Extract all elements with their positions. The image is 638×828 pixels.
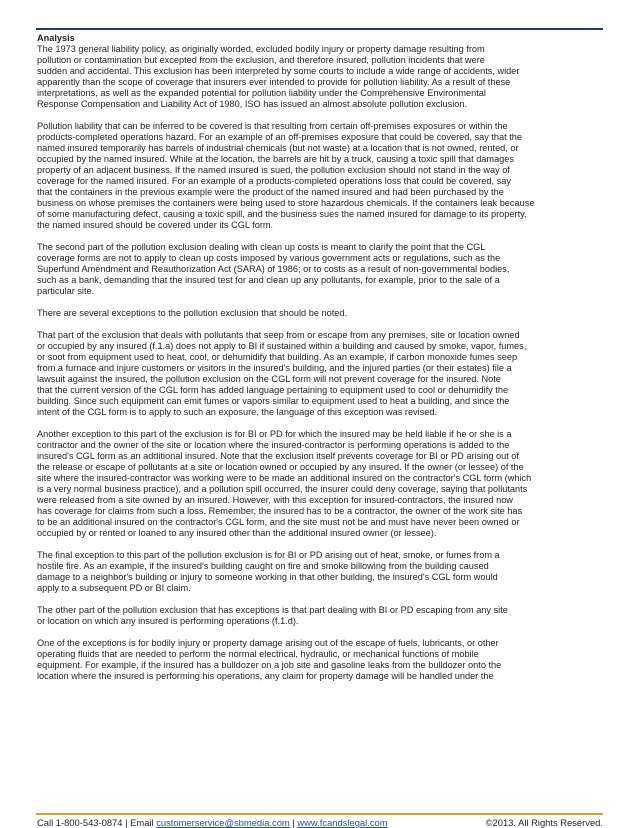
paragraph-line: that the current version of the CGL form has added language pertaining to equipment used to cool or dehumidify the bbox=[37, 385, 509, 395]
paragraph-line: coverage for the named insured. For an example of a products-completed operations loss that could be covered, say bbox=[37, 176, 511, 186]
paragraph-line: to be an additional insured on the contractor's CGL form, and the site must not be and must have never been owned or bbox=[37, 517, 520, 527]
paragraph-line: lawsuit against the insured, the pollution exclusion on the CGL form will not prevent coverage for the insured. Note bbox=[37, 374, 501, 384]
footer-email-link[interactable]: customerservice@sbmedia.com bbox=[156, 817, 290, 828]
paragraph-line: contractor and the owner of the site or location where the insured-contractor is performing operations is added to the bbox=[37, 440, 510, 450]
paragraph-line: particular site. bbox=[37, 286, 95, 296]
paragraph bbox=[37, 605, 603, 627]
paragraph-line: The 1973 general liability policy, as originally worded, excluded bodily injury or property damage resulting from bbox=[37, 44, 485, 54]
paragraph bbox=[37, 638, 603, 682]
paragraph-line: Response Compensation and Liability Act of 1980, ISO has issued an almost absolute pollution exclusion. bbox=[37, 99, 468, 109]
footer-phone: Call 1-800-543-0874 bbox=[37, 817, 123, 828]
paragraph-line: The second part of the pollution exclusion dealing with clean up costs is meant to clarify the point that the CGL bbox=[37, 242, 486, 252]
paragraph-line: that the containers in the previous example were the product of the named insured and had been purchased by the bbox=[37, 187, 504, 197]
footer-website-link[interactable]: www.fcandslegal.com bbox=[297, 817, 388, 828]
paragraph-line: property of an adjacent business. If the named insured is sued, the pollution exclusion should not stand in the way of bbox=[37, 165, 510, 175]
paragraph-line: of some manufacturing defect, causing a toxic spill, and the business sues the named insured for damage to its property, bbox=[37, 209, 527, 219]
footer bbox=[37, 817, 603, 828]
paragraph-line: The other part of the pollution exclusion that has exceptions is that part dealing with BI or PD escaping from any site bbox=[37, 605, 508, 615]
paragraph-line: apparently than the scope of coverage that insurers ever intended to provide for pollution liability. As a result of these bbox=[37, 77, 511, 87]
paragraph-line: That part of the exclusion that deals with pollutants that seep from or escape from any premises, site or location owned bbox=[37, 330, 520, 340]
paragraph-line: occupied by the named insured. While at the location, the barrels are hit by a truck, causing a toxic spill that damages bbox=[37, 154, 514, 164]
paragraph-line: named insured temporarily has barrels of industrial chemicals (but not waste) at a location that is not owned, rented, or bbox=[37, 143, 519, 153]
paragraph-line: One of the exceptions is for bodily injury or property damage arising out of the escape of fuels, lubricants, or other bbox=[37, 638, 499, 648]
paragraph-line: building. Since such equipment can emit fumes or vapors similar to equipment used to heat a building, and since the bbox=[37, 396, 510, 406]
paragraph bbox=[37, 121, 603, 231]
paragraph-line: Superfund Amendment and Reauthorization Act (SARA) of 1986; or to costs as a result of non-governmental bodies, bbox=[37, 264, 510, 274]
footer-separator: | bbox=[125, 817, 128, 828]
paragraph-line: operating fluids that are needed to perform the normal electrical, hydraulic, or mechanical functions of mobile bbox=[37, 649, 479, 659]
paragraph-line: There are several exceptions to the pollution exclusion that should be noted. bbox=[37, 308, 348, 318]
paragraph-line: such as a bank, demanding that the insured test for and clean up any pollutants, for example, prior to the sale of a bbox=[37, 275, 500, 285]
paragraph-line: interpretations, as well as the expanded potential for pollution liability under the Comprehensive Environmental bbox=[37, 88, 486, 98]
paragraph-line: occupied by or rented or loaned to any insured other than the additional insured owner (or lessee). bbox=[37, 528, 437, 538]
paragraph-line: damage to a neighbor's building or injury to someone working in that other building, the insured's CGL form would bbox=[37, 572, 498, 582]
paragraph-line: sudden and accidental. This exclusion has been interpreted by some courts to include a wide range of accidents, wider bbox=[37, 66, 520, 76]
footer-rule bbox=[36, 813, 603, 815]
paragraph-line: or location on which any insured is performing operations (f.1.d). bbox=[37, 616, 299, 626]
paragraph-line: intent of the CGL form is to apply to such an exposure, the language of this exception was revised. bbox=[37, 407, 438, 417]
paragraph-line: location where the insured is performing his operations, any claim for property damage will be handled under the bbox=[37, 671, 494, 681]
paragraph-line: site where the insured-contractor was working were to be made an additional insured on the contractor's CGL form (which bbox=[37, 473, 532, 483]
section-heading: Analysis bbox=[37, 33, 75, 43]
footer-copyright: ©2013. All Rights Reserved. bbox=[485, 817, 603, 828]
paragraph-line: is a very normal business practice), and a pollution spill occurred, the insurer could deny coverage, saying that pollutants bbox=[37, 484, 528, 494]
paragraph-line: hostile fire. As an example, if the insured's building caught on fire and smoke billowing from the building caused bbox=[37, 561, 489, 571]
footer-separator: | bbox=[292, 817, 295, 828]
paragraph-line: from a furnace and injure customers or visitors in the insured's building, and the injured parties (or their estates) file a bbox=[37, 363, 512, 373]
paragraph-line: or soot from equipment used to heat, cool, or dehumidify that building. As an example, if carbon monoxide fumes seep bbox=[37, 352, 518, 362]
paragraph-line: or occupied by any insured (f.1.a) does not apply to BI if sustained within a building and caused by smoke, vapor, fumes, bbox=[37, 341, 527, 351]
paragraph-line: equipment. For example, if the insured has a bulldozer on a job site and gasoline leaks from the bulldozer onto the bbox=[37, 660, 502, 670]
paragraph-line: insured's CGL form as an additional insured. Note that the exclusion itself prevents coverage for BI or PD arising out of bbox=[37, 451, 519, 461]
paragraph-line: has coverage for claims from such a loss. Remember, the insured has to be a contractor, the owner of the work site has bbox=[37, 506, 523, 516]
paragraph-line: coverage forms are not to apply to clean up costs imposed by various government acts or regulations, such as the bbox=[37, 253, 501, 263]
paragraph bbox=[37, 44, 603, 110]
paragraph-line: the named insured should be covered under its CGL form. bbox=[37, 220, 274, 230]
paragraph bbox=[37, 308, 603, 319]
paragraph-line: products-completed operations hazard. For an example of an off-premises exposure that could be covered, say that the bbox=[37, 132, 522, 142]
paragraph-line: Another exception to this part of the exclusion is for BI or PD for which the insured may be held liable if he or she is a bbox=[37, 429, 512, 439]
paragraph-line: the release or escape of pollutants at a site or location owned or occupied by any insured. If the owner (or lessee) of the bbox=[37, 462, 524, 472]
paragraph-line: The final exception to this part of the pollution exclusion is for BI or PD arising out of heat, smoke, or fumes from a bbox=[37, 550, 500, 560]
paragraph bbox=[37, 330, 603, 418]
paragraphs-container bbox=[37, 44, 603, 682]
paragraph-line: apply to a subsequent PD or BI claim. bbox=[37, 583, 191, 593]
document-body bbox=[37, 33, 603, 682]
paragraph-line: were released from a site owned by an insured. However, with this exception for insured-contractors, the insured now bbox=[37, 495, 513, 505]
footer-email-label: Email bbox=[130, 817, 154, 828]
header-rule bbox=[36, 28, 603, 30]
paragraph-line: Pollution liability that can be inferred to be covered is that resulting from certain off-premises exposures or within the bbox=[37, 121, 508, 131]
page-top-band bbox=[0, 0, 638, 16]
paragraph bbox=[37, 550, 603, 594]
paragraph-line: business on whose premises the containers were being used to store hazardous chemicals. If the containers leak because bbox=[37, 198, 535, 208]
paragraph bbox=[37, 242, 603, 297]
paragraph-line: pollution or contamination but excepted from the exclusion, and therefore insured, pollution incidents that were bbox=[37, 55, 485, 65]
paragraph bbox=[37, 429, 603, 539]
